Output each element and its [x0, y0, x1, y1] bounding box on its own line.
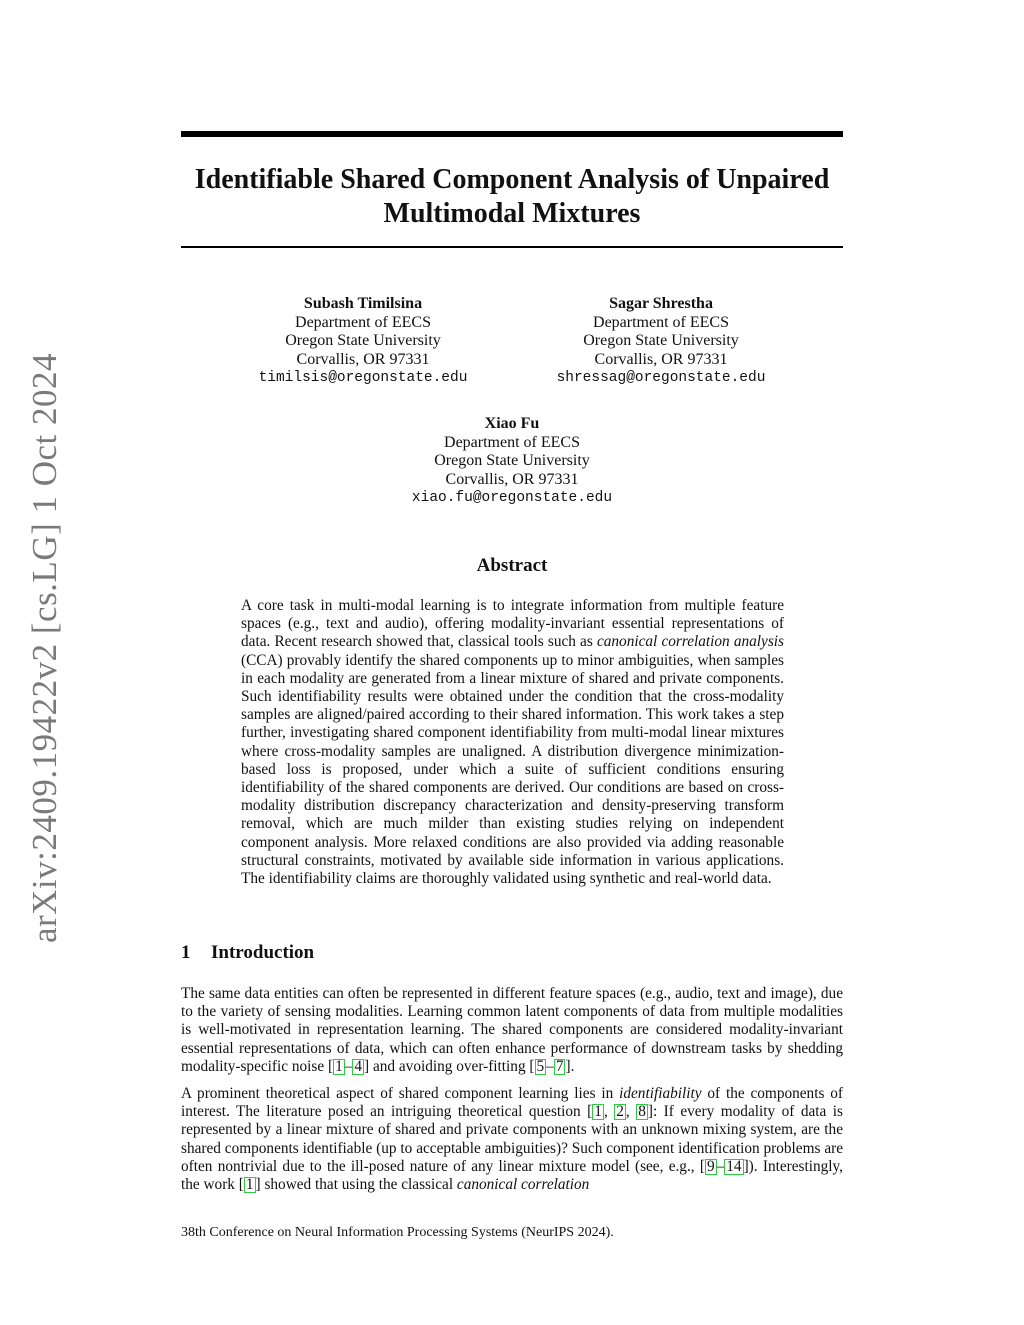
author-name: Xiao Fu	[484, 415, 540, 432]
citation-link[interactable]: 5	[536, 1057, 545, 1075]
citation-link[interactable]: 8	[638, 1103, 646, 1121]
author-department: Department of EECS	[295, 313, 431, 331]
citation-link[interactable]: 2	[616, 1103, 624, 1121]
author-email[interactable]: timilsis@oregonstate.edu	[258, 370, 468, 386]
paragraph-text: of the components of interest. The literature posed an intriguing theoretical question [	[181, 1085, 843, 1121]
paragraph-text: ] and avoiding over-fitting [	[364, 1057, 535, 1075]
author-name: Subash Timilsina	[303, 295, 423, 312]
citation-range-dash: –	[716, 1157, 725, 1175]
citation-range-dash: –	[344, 1057, 353, 1075]
author-university: Oregon State University	[583, 332, 739, 349]
author-block	[372, 415, 652, 508]
abstract-text	[241, 597, 784, 888]
paper-title: Identifiable Shared Component Analysis of Unpaired Multimodal Mixtures	[194, 164, 830, 229]
conference-footnote: 38th Conference on Neural Information Processing Systems (NeurIPS 2024).	[181, 1225, 614, 1240]
paragraph-emphasis: canonical correlation	[456, 1176, 590, 1194]
intro-paragraph	[181, 985, 843, 1076]
author-location: Corvallis, OR 97331	[594, 350, 728, 368]
author-email[interactable]: xiao.fu@oregonstate.edu	[411, 490, 613, 506]
title-top-rule	[181, 131, 843, 137]
author-university: Oregon State University	[434, 452, 590, 469]
citation-link[interactable]: 1	[245, 1176, 254, 1194]
abstract-text-part: (CCA) provably identify the shared components up to minor ambiguities, when samples in each modality are generated from a linear mixture of shared and private components. Such identifiability results were obtained under the condition that the cross-modality samples are aligned/paired according to their shared information. This work takes a step further, investigating shared component identifiability from multi-modal linear mixtures where cross-modality samples are unaligned. A distribution divergence minimization-based loss is proposed, under which a suite of sufficient conditions ensuring identifiability of the shared components are derived. Our conditions are based on cross-modality distribution discrepancy characterization and density-preserving transform removal, which are much milder than existing studies relying on independent component analysis. More relaxed conditions are also provided via adding reasonable structural constraints, motivated by available side information in various applications. The identifiability claims are thoroughly validated using synthetic and real-world data.	[241, 651, 784, 888]
paragraph-text: ]: If every modality of data is represented by a linear mixture of shared and private components with an unknown mixing system, are the shared components identifiable (up to acceptable ambiguities)? Such component identification problems are often nontrivial due to the ill-posed nature of any linear mixture model (see, e.g., [	[181, 1103, 843, 1175]
author-block	[223, 295, 503, 388]
abstract-emphasis: canonical correlation analysis	[596, 633, 785, 651]
author-department: Department of EECS	[593, 313, 729, 331]
paragraph-text: The same data entities can often be represented in different feature spaces (e.g., audio, text and image), due to the variety of sensing modalities. Learning common latent components of data from multiple modalities is well-motivated in representation learning. The shared components are considered modality-invariant essential representations of data, which can often enhance performance of downstream tasks by shedding modality-specific noise [	[181, 985, 843, 1075]
intro-paragraph	[181, 1085, 843, 1194]
citation-range-dash: –	[546, 1057, 554, 1075]
arxiv-identifier-stamp: arXiv:2409.19422v2 [cs.LG] 1 Oct 2024	[25, 352, 64, 944]
citation-separator: ,	[603, 1103, 615, 1121]
section-title: Introduction	[211, 942, 315, 963]
paragraph-emphasis: identifiability	[619, 1085, 702, 1102]
citation-link[interactable]: 14	[726, 1157, 742, 1175]
abstract-text-part: A core task in multi-modal learning is to integrate information from multiple feature spaces (e.g., text and audio), offering modality-invariant essential representations of data. Recent research showed that, classical tools such as	[241, 597, 784, 651]
author-location: Corvallis, OR 97331	[296, 350, 430, 368]
paragraph-text: A prominent theoretical aspect of shared component learning lies in	[181, 1085, 620, 1102]
citation-link[interactable]: 1	[594, 1103, 602, 1121]
section-number: 1	[181, 942, 191, 963]
abstract-heading: Abstract	[476, 555, 548, 576]
author-department: Department of EECS	[444, 433, 580, 451]
author-name: Sagar Shrestha	[609, 295, 713, 312]
paragraph-text: ].	[565, 1057, 575, 1075]
citation-link[interactable]: 4	[354, 1057, 363, 1075]
title-bottom-rule	[181, 246, 843, 248]
author-email[interactable]: shressag@oregonstate.edu	[556, 370, 766, 386]
author-university: Oregon State University	[285, 332, 441, 349]
author-location: Corvallis, OR 97331	[445, 470, 579, 488]
author-block	[521, 295, 801, 388]
section-heading	[181, 942, 314, 964]
paragraph-text: ]). Interestingly, the work [	[181, 1157, 843, 1194]
citation-link[interactable]: 9	[706, 1157, 715, 1175]
citation-separator: ,	[625, 1103, 637, 1121]
citation-link[interactable]: 7	[555, 1057, 564, 1075]
citation-link[interactable]: 1	[335, 1057, 343, 1075]
paragraph-text: ] showed that using the classical	[255, 1176, 457, 1194]
